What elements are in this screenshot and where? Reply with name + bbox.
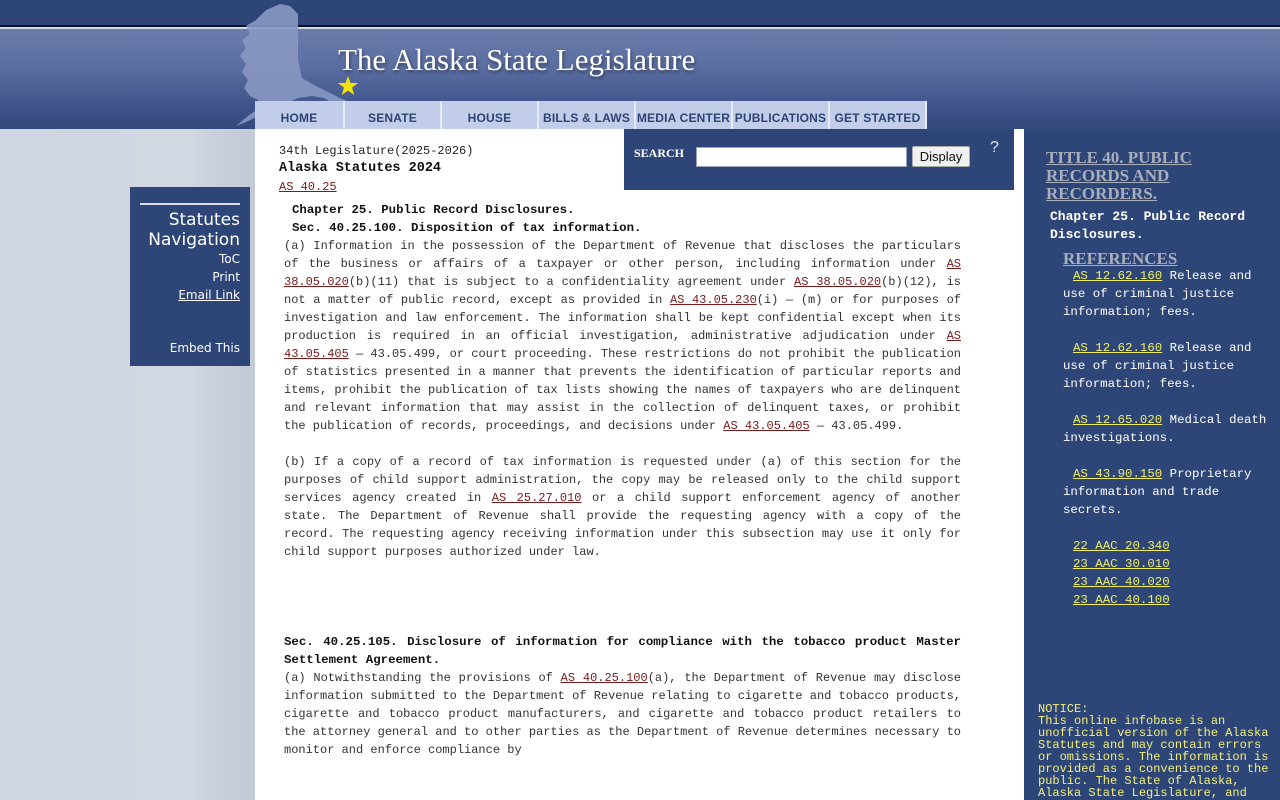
section-heading-105: Sec. 40.25.105. Disclosure of information for compliance with the tobacco product Master Settlement Agreement. — [284, 635, 961, 667]
site-title[interactable]: The Alaska State Legislature — [338, 42, 696, 77]
nav-tab-home[interactable]: HOME — [255, 101, 345, 129]
references-list — [1063, 267, 1273, 609]
statute-link[interactable]: AS 38.05.020 — [284, 257, 961, 289]
section-heading-100: Sec. 40.25.100. Disposition of tax information. — [292, 221, 642, 235]
aac-list — [1063, 537, 1273, 609]
reference-item: AS 12.62.160 Release and use of criminal justice information; fees. — [1063, 269, 1252, 319]
section-100-b: (b) If a copy of a record of tax information is requested under (a) of this section for the purposes of child support administration, the copy may be released only to the child support services agency created in AS 25.27.010 or a child support enforcement agency of another state. The Department of Revenue shall provide the requesting agency with a copy of the record. The requesting agency receiving information under this subsection may use it only for child support purposes authorized under law. — [284, 455, 961, 559]
statute-link[interactable]: AS 38.05.020 — [794, 275, 882, 289]
nav-title-line1: Statutes — [168, 210, 240, 230]
aac-link[interactable]: 23 AAC 40.020 — [1073, 575, 1170, 589]
breadcrumb-link[interactable]: AS 40.25 — [279, 180, 337, 194]
legislature-label: 34th Legislature(2025-2026) — [279, 144, 474, 158]
statute-link[interactable]: AS 25.27.010 — [491, 491, 582, 505]
right-panel — [1024, 129, 1280, 800]
nav-tab-bills-laws[interactable]: BILLS & LAWS — [539, 101, 636, 129]
nav-tab-publications[interactable]: PUBLICATIONS — [733, 101, 830, 129]
notice-text: This online infobase is an unofficial version of the Alaska Statutes and may contain errors or omissions. The information is provided as a convenience to the public. The State of Alaska, Alaska State Legislature, and — [1038, 714, 1269, 800]
reference-link[interactable]: AS 12.62.160 — [1073, 341, 1163, 355]
search-label: SEARCH — [634, 146, 685, 160]
aac-link[interactable]: 23 AAC 40.100 — [1073, 593, 1170, 607]
notice — [1038, 703, 1278, 799]
divider — [140, 203, 240, 205]
reference-link[interactable]: AS 12.62.160 — [1073, 269, 1163, 283]
nav-title-line2: Navigation — [148, 230, 240, 250]
nav-tab-senate[interactable]: SENATE — [345, 101, 442, 129]
document-meta — [279, 145, 473, 194]
notice-label: NOTICE: — [1038, 702, 1089, 716]
statute-link[interactable]: AS 43.05.230 — [669, 293, 757, 307]
references-heading[interactable]: REFERENCES — [1063, 249, 1178, 268]
print-link[interactable]: Print — [212, 270, 240, 284]
reference-item: AS 12.65.020 Medical death investigations. — [1063, 413, 1267, 445]
section-100-a: (a) Information in the possession of the Department of Revenue that discloses the particulars of the business or affairs of a taxpayer or other person, including information under AS 38.05.020(b)(11) that is subject to a confidentiality agreement under AS 38.05.020(b)(12), is not a matter of public record, except as provided in AS 43.05.230(i) — (m) or for purposes of investigation and law enforcement. The information shall be kept confidential except when its production is required in an official investigation, administrative adjudication under AS 43.05.405 — 43.05.499, or court proceeding. These restrictions do not prohibit the publication of statistics presented in a manner that prevents the identification of particular reports and items, prohibit the publication of tax lists showing the names of taxpayers who are delinquent and relevant information that may assist in the collection of delinquent taxes, or prohibit the publication of records, proceedings, and decisions under AS 43.05.405 — 43.05.499. — [284, 239, 961, 433]
main-nav — [255, 101, 927, 129]
aac-link[interactable]: 22 AAC 20.340 — [1073, 539, 1170, 553]
search-panel — [624, 129, 1014, 190]
help-icon[interactable]: ? — [990, 139, 999, 156]
nav-tab-get-started[interactable]: GET STARTED — [830, 101, 927, 129]
chapter-heading: Chapter 25. Public Record Disclosures. — [292, 203, 575, 217]
toc-link[interactable]: ToC — [218, 252, 240, 266]
statutes-title: Alaska Statutes 2024 — [279, 161, 442, 176]
aac-link[interactable]: 23 AAC 30.010 — [1073, 557, 1170, 571]
search-input[interactable] — [696, 147, 907, 167]
statute-content — [255, 129, 1024, 800]
statute-link[interactable]: AS 43.05.405 — [723, 419, 810, 433]
statute-link[interactable]: AS 40.25.100 — [560, 671, 648, 685]
nav-tab-media-center[interactable]: MEDIA CENTER — [636, 101, 733, 129]
embed-this-link[interactable]: Embed This — [169, 341, 240, 355]
title-40-link[interactable]: TITLE 40. PUBLIC RECORDS AND RECORDERS. — [1046, 148, 1192, 203]
chapter-label: Chapter 25. Public Record Disclosures. — [1050, 209, 1246, 242]
statute-link[interactable]: AS 43.05.405 — [284, 329, 961, 361]
reference-item: AS 43.90.150 Proprietary information and trade secrets. — [1063, 467, 1252, 517]
email-link[interactable]: Email Link — [178, 288, 240, 302]
statute-text — [284, 201, 961, 759]
reference-link[interactable]: AS 12.65.020 — [1073, 413, 1163, 427]
display-button[interactable]: Display — [912, 146, 970, 167]
top-bar — [0, 0, 1280, 27]
section-105-a: (a) Notwithstanding the provisions of AS 40.25.100(a), the Department of Revenue may disclose information submitted to the Department of Revenue relating to cigarette and tobacco products, cigarette and tobacco product manufacturers, and cigarette and tobacco product retailers to the attorney general and to other parties as the Department of Revenue determines necessary to monitor and enforce compliance by — [284, 671, 961, 757]
nav-tab-house[interactable]: HOUSE — [442, 101, 539, 129]
reference-link[interactable]: AS 43.90.150 — [1073, 467, 1163, 481]
statutes-navigation-panel — [130, 187, 250, 366]
reference-item: AS 12.62.160 Release and use of criminal justice information; fees. — [1063, 341, 1252, 391]
